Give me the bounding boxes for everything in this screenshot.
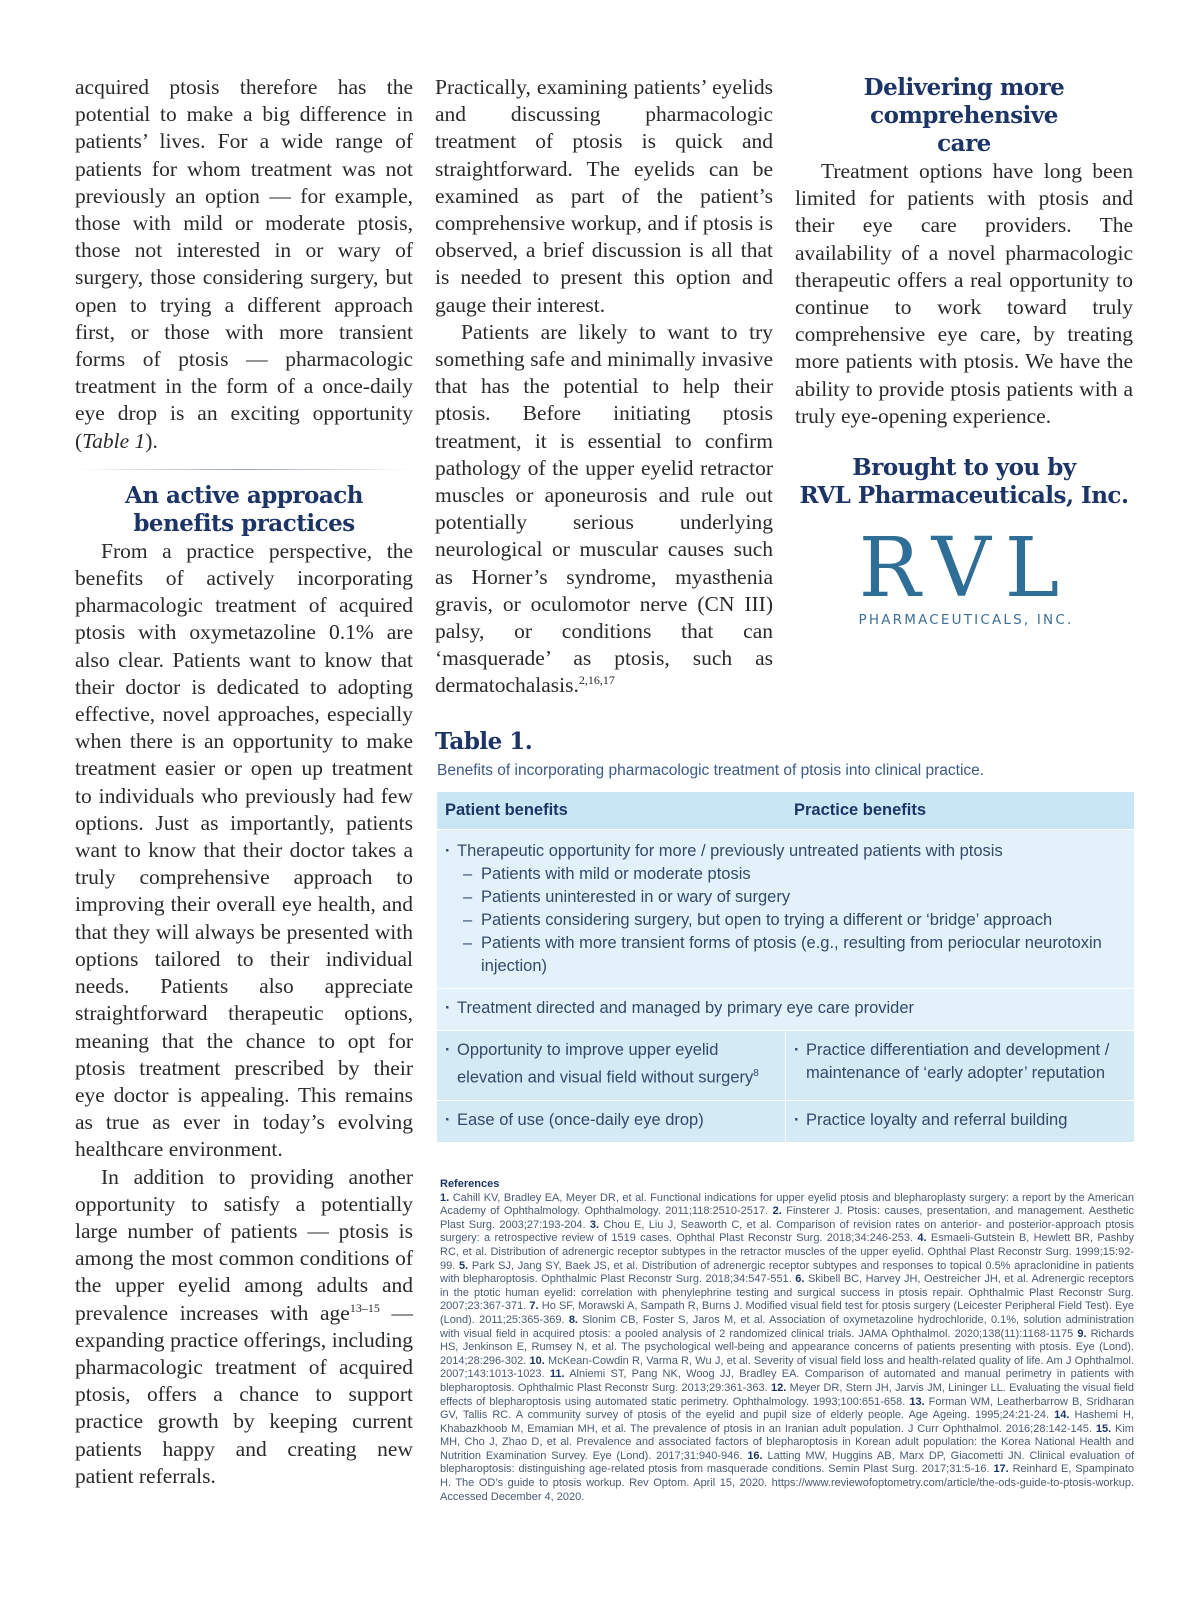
reference-text: Hashemi H, Khabazkhoob M, Emamian MH, et al. The prevalence of ptosis in an Iranian adult population. J Curr Ophthalmol. 2016;28:142-145. xyxy=(440,1409,1135,1435)
reference-text: Kim MH, Cho J, Zhao D, et al. Prevalence and associated factors of blepharoptosis in Korean adult population: the Korea National Health and Nutrition Examination Survey. Eye (Lond). 2017;31:940-946. xyxy=(440,1422,1134,1462)
reference-text: Meyer DR, Stern JH, Jarvis JM, Lininger LL. Evaluating the visual field effects of blepharoptosis using automated static perimetry. Ophthalmology. 1993;100:651-658. xyxy=(440,1381,1134,1408)
reference-text: Chou E, Liu J, Seaworth C, et al. Comparison of revision rates on anterior- and posterior-approach ptosis surgery: a retrospective review of 1519 cases. Ophthal Plast Reconstr Surg. 2018;34:246-253. xyxy=(440,1218,1134,1245)
section-heading-comprehensive-care: Delivering more comprehensive care xyxy=(863,74,1065,157)
rvl-logo xyxy=(857,521,1075,630)
reference-list xyxy=(440,1192,1134,1505)
row1-sub-2: – Patients uninterested in or wary of surgery xyxy=(445,886,1126,909)
reference-text: Reinhard E, Spampinato H. The OD’s guide to ptosis workup. Rev Optom. April 15, 2020. https://www.reviewofoptometry.com/article/the-ods-guide-to-ptosis-workup. Accessed December 4, 2020. xyxy=(440,1463,1134,1503)
reference-text: Finsterer J. Ptosis: causes, presentation, and management. Aesthetic Plast Surg. 2003;27:193-204. xyxy=(440,1205,1135,1231)
table-row xyxy=(437,988,1134,1030)
table-caption: Benefits of incorporating pharmacologic treatment of ptosis into clinical practice. xyxy=(437,762,985,779)
reference-number: 16. xyxy=(747,1449,763,1462)
benefits-table xyxy=(437,792,1134,1142)
row1-sub-4: – Patients with more transient forms of ptosis (e.g., resulting from periocular neurotoxin injection) xyxy=(445,932,1126,978)
reference-text: Slonim CB, Foster S, Jaros M, et al. Association of oxymetazoline hydrochloride, 0.1%, solution administration with visual field in acquired ptosis: a pooled analysis of 2 randomized clinical trials. JAMA Ophthalmol. 2020;138(11):1168-1175 xyxy=(440,1313,1135,1340)
row4-left: · Ease of use (once-daily eye drop) xyxy=(445,1109,777,1132)
column-1 xyxy=(75,74,413,1490)
column-3 xyxy=(795,74,1133,430)
reference-number: 17. xyxy=(993,1463,1009,1476)
reference-number: 8. xyxy=(568,1313,578,1326)
row3-left: · Opportunity to improve upper eyelid elevation and visual field without surgery$^8$ xyxy=(445,1039,777,1090)
section-heading-active-approach: An active approach benefits practices xyxy=(124,481,363,537)
table-row xyxy=(437,829,1134,988)
header-practice-benefits: Practice benefits xyxy=(794,801,927,819)
row2-text: · Treatment directed and managed by primary eye care provider xyxy=(445,997,1126,1020)
reference-number: 14. xyxy=(1054,1409,1070,1422)
reference-number: 3. xyxy=(589,1218,600,1231)
sponsor-line-1: Brought to you by xyxy=(852,454,1076,481)
table-header xyxy=(437,792,1134,829)
reference-text: Park SJ, Jang SY, Baek JS, et al. Distribution of adrenergic receptor subtypes and responses to topical 0.5% apraclonidine in patients with blepharoptosis. Ophthalmic Plast Reconstr Surg. 2018;34:547-551. xyxy=(440,1259,1135,1286)
row1-sub-1: – Patients with mild or moderate ptosis xyxy=(445,863,1126,886)
divider xyxy=(75,469,413,470)
col1-paragraph-3: In addition to providing another opportunity to satisfy a potentially large number of patients — ptosis is among the most common conditions of the upper eyelid among adults and prevalence increases with age$^{13-15}$ — expanding practice offerings, including pharmacologic treatment of acquired ptosis, offers a chance to support practice growth by keeping current patients happy and creating new patient referrals. xyxy=(75,1164,413,1488)
row3-right: · Practice differentiation and development / maintenance of ‘early adopter’ reputation xyxy=(794,1039,1126,1085)
reference-text: Esmaeli-Gutstein B, Hewlett BR, Pashby RC, et al. Distribution of adrenergic receptor subtypes in the retractor muscles of the upper eyelid. Ophthal Plast Reconstr Surg. 1999;15:92-99. xyxy=(440,1232,1135,1272)
reference-text: Skibell BC, Harvey JH, Oestreicher JH, et al. Adrenergic receptors in the ptotic human eyelid: correlation with phenylephrine testing and surgical success in ptosis repair. Ophthalmic Plast Reconstr Surg. 2007;23:367-371. xyxy=(440,1273,1134,1313)
reference-number: 10. xyxy=(529,1354,545,1367)
reference-text: Forman WM, Leatherbarrow B, Sridharan GV, Tallis RC. A community survey of ptosis of the eyelid and pupil size of elderly people. Age Ageing. 1995;24:21-24. xyxy=(440,1395,1135,1422)
reference-text: Cahill KV, Bradley EA, Meyer DR, et al. Functional indications for upper eyelid ptosis and blepharoplasty surgery: a report by the American Academy of Ophthalmology. Ophthalmology. 2011;118:2510-2517. xyxy=(440,1191,1134,1218)
reference-number: 5. xyxy=(458,1259,469,1272)
reference-text: McKean-Cowdin R, Varma R, Wu J, et al. Severity of visual field loss and health-related quality of life. Am J Ophthalmol. 2007;143:1013-1023. xyxy=(440,1354,1134,1381)
reference-number: 7. xyxy=(529,1300,539,1313)
column-2 xyxy=(435,74,773,700)
reference-number: 2. xyxy=(772,1205,782,1218)
reference-number: 9. xyxy=(1077,1327,1087,1340)
reference-number: 4. xyxy=(917,1232,927,1245)
references xyxy=(440,1178,1134,1504)
reference-number: 1. xyxy=(440,1191,450,1204)
reference-text: Ho SF, Morawski A, Sampath R, Burns J. Modified visual field test for ptosis surgery (Leicester Peripheral Field Test). Eye (Lond). 2011;25:365-369. xyxy=(440,1300,1134,1326)
col1-paragraph-2: From a practice perspective, the benefits of actively incorporating pharmacologic treatment of acquired ptosis with oxymetazoline 0.1% are also clear. Patients want to know that their doctor is dedicated to adopting effective, novel approaches, especially when there is an opportunity to make treatment easier or open up treatment to individuals who previously had few options. Just as importantly, patients want to know that their doctor takes a truly comprehensive approach to improving their overall eye health, and that they will always be presented with options tailored to their individual needs. Patients also appreciate straightforward therapeutic options, meaning that the chance to opt for ptosis treatment prescribed by their eye doctor is appealing. This remains as true as ever in today’s evolving healthcare environment. xyxy=(75,538,413,1162)
reference-text: Richards HS, Jenkinson E, Rumsey N, et al. The psychological well-being and appearance concerns of patients presenting with ptosis. Eye (Lond). 2014;28:296-302. xyxy=(440,1327,1134,1367)
references-heading: References xyxy=(440,1178,500,1190)
logo-letters: RVL xyxy=(858,521,1074,616)
reference-number: 6. xyxy=(795,1273,805,1286)
sponsor-line-2: RVL Pharmaceuticals, Inc. xyxy=(799,482,1129,509)
logo-subtitle: PHARMACEUTICALS, INC. xyxy=(858,612,1074,628)
reference-number: 12. xyxy=(771,1381,787,1394)
col2-paragraph-2: Patients are likely to want to try something safe and minimally invasive that has the potential to help their ptosis. Before initiating ptosis treatment, it is essential to confirm pathology of the upper eyelid retractor muscles or aponeurosis and rule out potentially serious underlying neurological or muscular causes such as Horner’s syndrome, myasthenia gravis, or oculomotor nerve (CN III) palsy, or conditions that can ‘masquerade’ as ptosis, such as dermatochalasis.$^{2,16,17}$ xyxy=(435,319,773,698)
reference-text: Alniemi ST, Pang NK, Woog JJ, Bradley EA. Comparison of automated and manual perimetry in patients with blepharoptosis. Ophthalmic Plast Reconstr Surg. 2013;29:361-363. xyxy=(440,1368,1135,1394)
row1-main: · Therapeutic opportunity for more / previously untreated patients with ptosis xyxy=(445,840,1126,863)
reference-number: 15. xyxy=(1095,1422,1112,1435)
col2-paragraph-1: Practically, examining patients’ eyelids and discussing pharmacologic treatment of ptosis is quick and straightforward. The eyelids can be examined as part of the patient’s comprehensive workup, and if ptosis is observed, a brief discussion is all that is needed to present this option and gauge their interest. xyxy=(435,75,773,317)
table-row xyxy=(437,1030,1134,1100)
reference-number: 11. xyxy=(549,1368,565,1381)
header-patient-benefits: Patient benefits xyxy=(445,801,568,819)
col1-paragraph-1: acquired ptosis therefore has the potential to make a big difference in patients’ lives. For a wide range of patients for whom treatment was not previously an option — for example, those with mild or moderate ptosis, those not interested in or wary of surgery, those considering surgery, but open to trying a different approach first, or those with more transient forms of ptosis — pharmacologic treatment in the form of a once-daily eye drop is an exciting opportunity (Table 1). xyxy=(75,75,413,453)
row1-sub-3: – Patients considering surgery, but open to trying a different or ‘bridge’ approach xyxy=(445,909,1126,932)
reference-text: Latting MW, Huggins AB, Marx DP, Giacometti JN. Clinical evaluation of blepharoptosis: distinguishing age-related ptosis from masquerade conditions. Semin Plast Surg. 2017;31:5-16. xyxy=(440,1449,1135,1476)
reference-number: 13. xyxy=(909,1395,925,1408)
table-title: Table 1. xyxy=(435,728,533,755)
table-row xyxy=(437,1100,1134,1142)
sponsor-block xyxy=(795,454,1133,510)
col3-paragraph-1: Treatment options have long been limited for patients with ptosis and their eye care providers. The availability of a novel pharmacologic therapeutic offers a real opportunity to continue to work toward truly comprehensive eye care, by treating more patients with ptosis. We have the ability to provide ptosis patients with a truly eye-opening experience. xyxy=(795,159,1133,428)
row4-right: · Practice loyalty and referral building xyxy=(794,1109,1126,1132)
